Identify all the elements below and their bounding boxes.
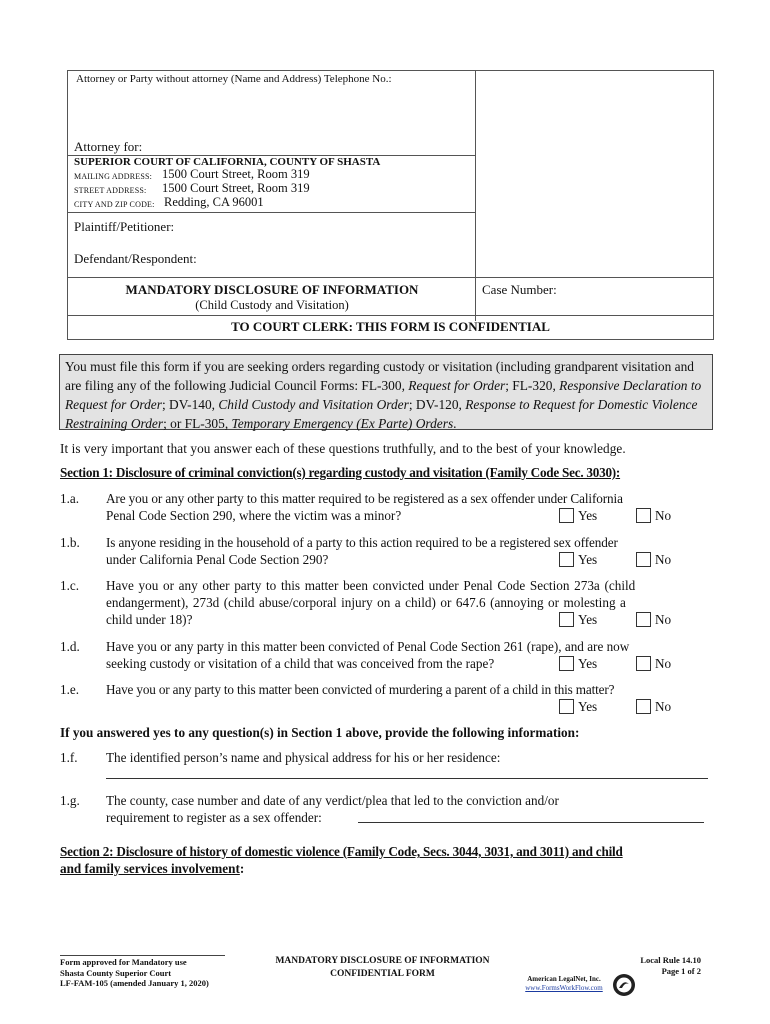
caption-left-column: [68, 71, 476, 321]
q1g-line1: The county, case number and date of any verdict/plea that led to the conviction and/or: [106, 793, 559, 808]
court-name: SUPERIOR COURT OF CALIFORNIA, COUNTY OF SHASTA: [74, 156, 381, 168]
vendor-logo-icon: [612, 973, 636, 997]
city-zip-value[interactable]: Redding, CA 96001: [164, 195, 264, 209]
q1b-no-checkbox[interactable]: [636, 552, 651, 567]
caption-box: [67, 70, 714, 340]
street-address-value[interactable]: 1500 Court Street, Room 319: [162, 181, 310, 195]
q1a-number: 1.a.: [60, 491, 80, 506]
q1c-line2: endangerment), 273d (child abuse/corporal injury on a child) or 647.6 (annoying or molesting a: [106, 595, 626, 610]
form-subtitle: (Child Custody and Visitation): [195, 298, 349, 312]
section1-heading: Section 1: Disclosure of criminal conviction(s) regarding custody and visitation (Family Code Sec. 3030):: [60, 465, 621, 480]
q1a-line1: Are you or any other party to this matter required to be registered as a sex offender under California: [106, 491, 623, 506]
mailing-address-value[interactable]: 1500 Court Street, Room 319: [162, 167, 310, 181]
city-zip-label: CITY AND ZIP CODE:: [74, 200, 155, 209]
q1b-number: 1.b.: [60, 535, 80, 550]
footer-left: Form approved for Mandatory use Shasta County Superior Court LF-FAM-105 (amended January 1, 2020): [60, 957, 209, 988]
q1b-no-option[interactable]: No: [636, 551, 671, 568]
q1d-number: 1.d.: [60, 639, 80, 654]
q1f-number: 1.f.: [60, 750, 78, 765]
attorney-for-label: Attorney for:: [74, 139, 143, 154]
q1b-line2: under California Penal Code Section 290?: [106, 552, 329, 567]
q1b-line1: Is anyone residing in the household of a party to this action required to be a registered sex offender: [106, 535, 618, 550]
section2-heading: Section 2: Disclosure of history of domestic violence (Family Code, Secs. 3044, 3031, and 3011) and child: [60, 844, 623, 859]
q1a-no-checkbox[interactable]: [636, 508, 651, 523]
attorney-header: Attorney or Party without attorney (Name and Address) Telephone No.:: [76, 73, 392, 85]
q1b-yes-option[interactable]: Yes: [559, 551, 597, 568]
q1d-line2: seeking custody or visitation of a child that was conceived from the rape?: [106, 656, 495, 671]
q1g-number: 1.g.: [60, 793, 80, 808]
q1a-yes-option[interactable]: Yes: [559, 507, 597, 524]
q1a-line2: Penal Code Section 290, where the victim was a minor?: [106, 508, 402, 523]
case-number-label: Case Number:: [482, 282, 557, 297]
q1b-yes-checkbox[interactable]: [559, 552, 574, 567]
q1c-yes-checkbox[interactable]: [559, 612, 574, 627]
footer-center: MANDATORY DISCLOSURE OF INFORMATION CONFIDENTIAL FORM: [275, 956, 490, 979]
q1e-yes-checkbox[interactable]: [559, 699, 574, 714]
q1f-text: The identified person’s name and physical address for his or her residence:: [106, 750, 501, 765]
q1e-no-option[interactable]: No: [636, 698, 671, 715]
form-title: MANDATORY DISCLOSURE OF INFORMATION: [125, 282, 419, 297]
q1c-number: 1.c.: [60, 578, 80, 593]
q1c-yes-option[interactable]: Yes: [559, 611, 597, 628]
q1g-answer-line[interactable]: [358, 822, 704, 823]
q1a-yes-checkbox[interactable]: [559, 508, 574, 523]
section2-heading-line2: and family services involvement:: [60, 861, 245, 876]
q1d-no-checkbox[interactable]: [636, 656, 651, 671]
q1c-line3: child under 18)?: [106, 612, 193, 627]
defendant-label: Defendant/Respondent:: [74, 251, 197, 266]
q1f-answer-line[interactable]: [106, 778, 708, 779]
q1g-line2: requirement to register as a sex offender:: [106, 810, 322, 825]
footer-rule-left: [60, 955, 225, 956]
filing-notice: You must file this form if you are seeking orders regarding custody or visitation (including grandparent visitation and are filing any of the following Judicial Council Forms: FL-300, Request for Order; FL-320, Responsive Declaration to Request for Order; DV-140, Child Custody and Visitation Order; DV-120, Response to Request for Domestic Violence Restraining Order; or FL-305, Temporary Emergency (Ex Parte) Orders.: [59, 354, 713, 430]
q1e-number: 1.e.: [60, 682, 80, 697]
street-address-label: STREET ADDRESS:: [74, 186, 147, 195]
q1a-no-option[interactable]: No: [636, 507, 671, 524]
q1e-line1: Have you or any party to this matter been convicted of murdering a parent of a child in this matter?: [106, 682, 615, 697]
q1d-no-option[interactable]: No: [636, 655, 671, 672]
footer-right: Local Rule 14.10 Page 1 of 2: [640, 955, 701, 976]
q1c-line1: Have you or any other party to this matter been convicted under Penal Code Section 273a (child: [106, 578, 636, 593]
intro-text: It is very important that you answer each of these questions truthfully, and to the best of your knowledge.: [60, 441, 626, 456]
plaintiff-label: Plaintiff/Petitioner:: [74, 219, 175, 234]
court-use-box: [476, 71, 713, 321]
followup-heading: If you answered yes to any question(s) in Section 1 above, provide the following information:: [60, 725, 580, 740]
mailing-address-label: MAILING ADDRESS:: [74, 172, 153, 181]
q1e-yes-option[interactable]: Yes: [559, 698, 597, 715]
q1d-yes-option[interactable]: Yes: [559, 655, 597, 672]
q1c-no-checkbox[interactable]: [636, 612, 651, 627]
q1d-yes-checkbox[interactable]: [559, 656, 574, 671]
q1c-no-option[interactable]: No: [636, 611, 671, 628]
vendor-brand: American LegalNet, Inc. www.FormsWorkFlow.com: [525, 975, 603, 992]
confidential-banner: TO COURT CLERK: THIS FORM IS CONFIDENTIAL: [231, 319, 550, 334]
q1d-line1: Have you or any party in this matter been convicted of Penal Code Section 261 (rape), and are now: [106, 639, 630, 654]
q1e-no-checkbox[interactable]: [636, 699, 651, 714]
